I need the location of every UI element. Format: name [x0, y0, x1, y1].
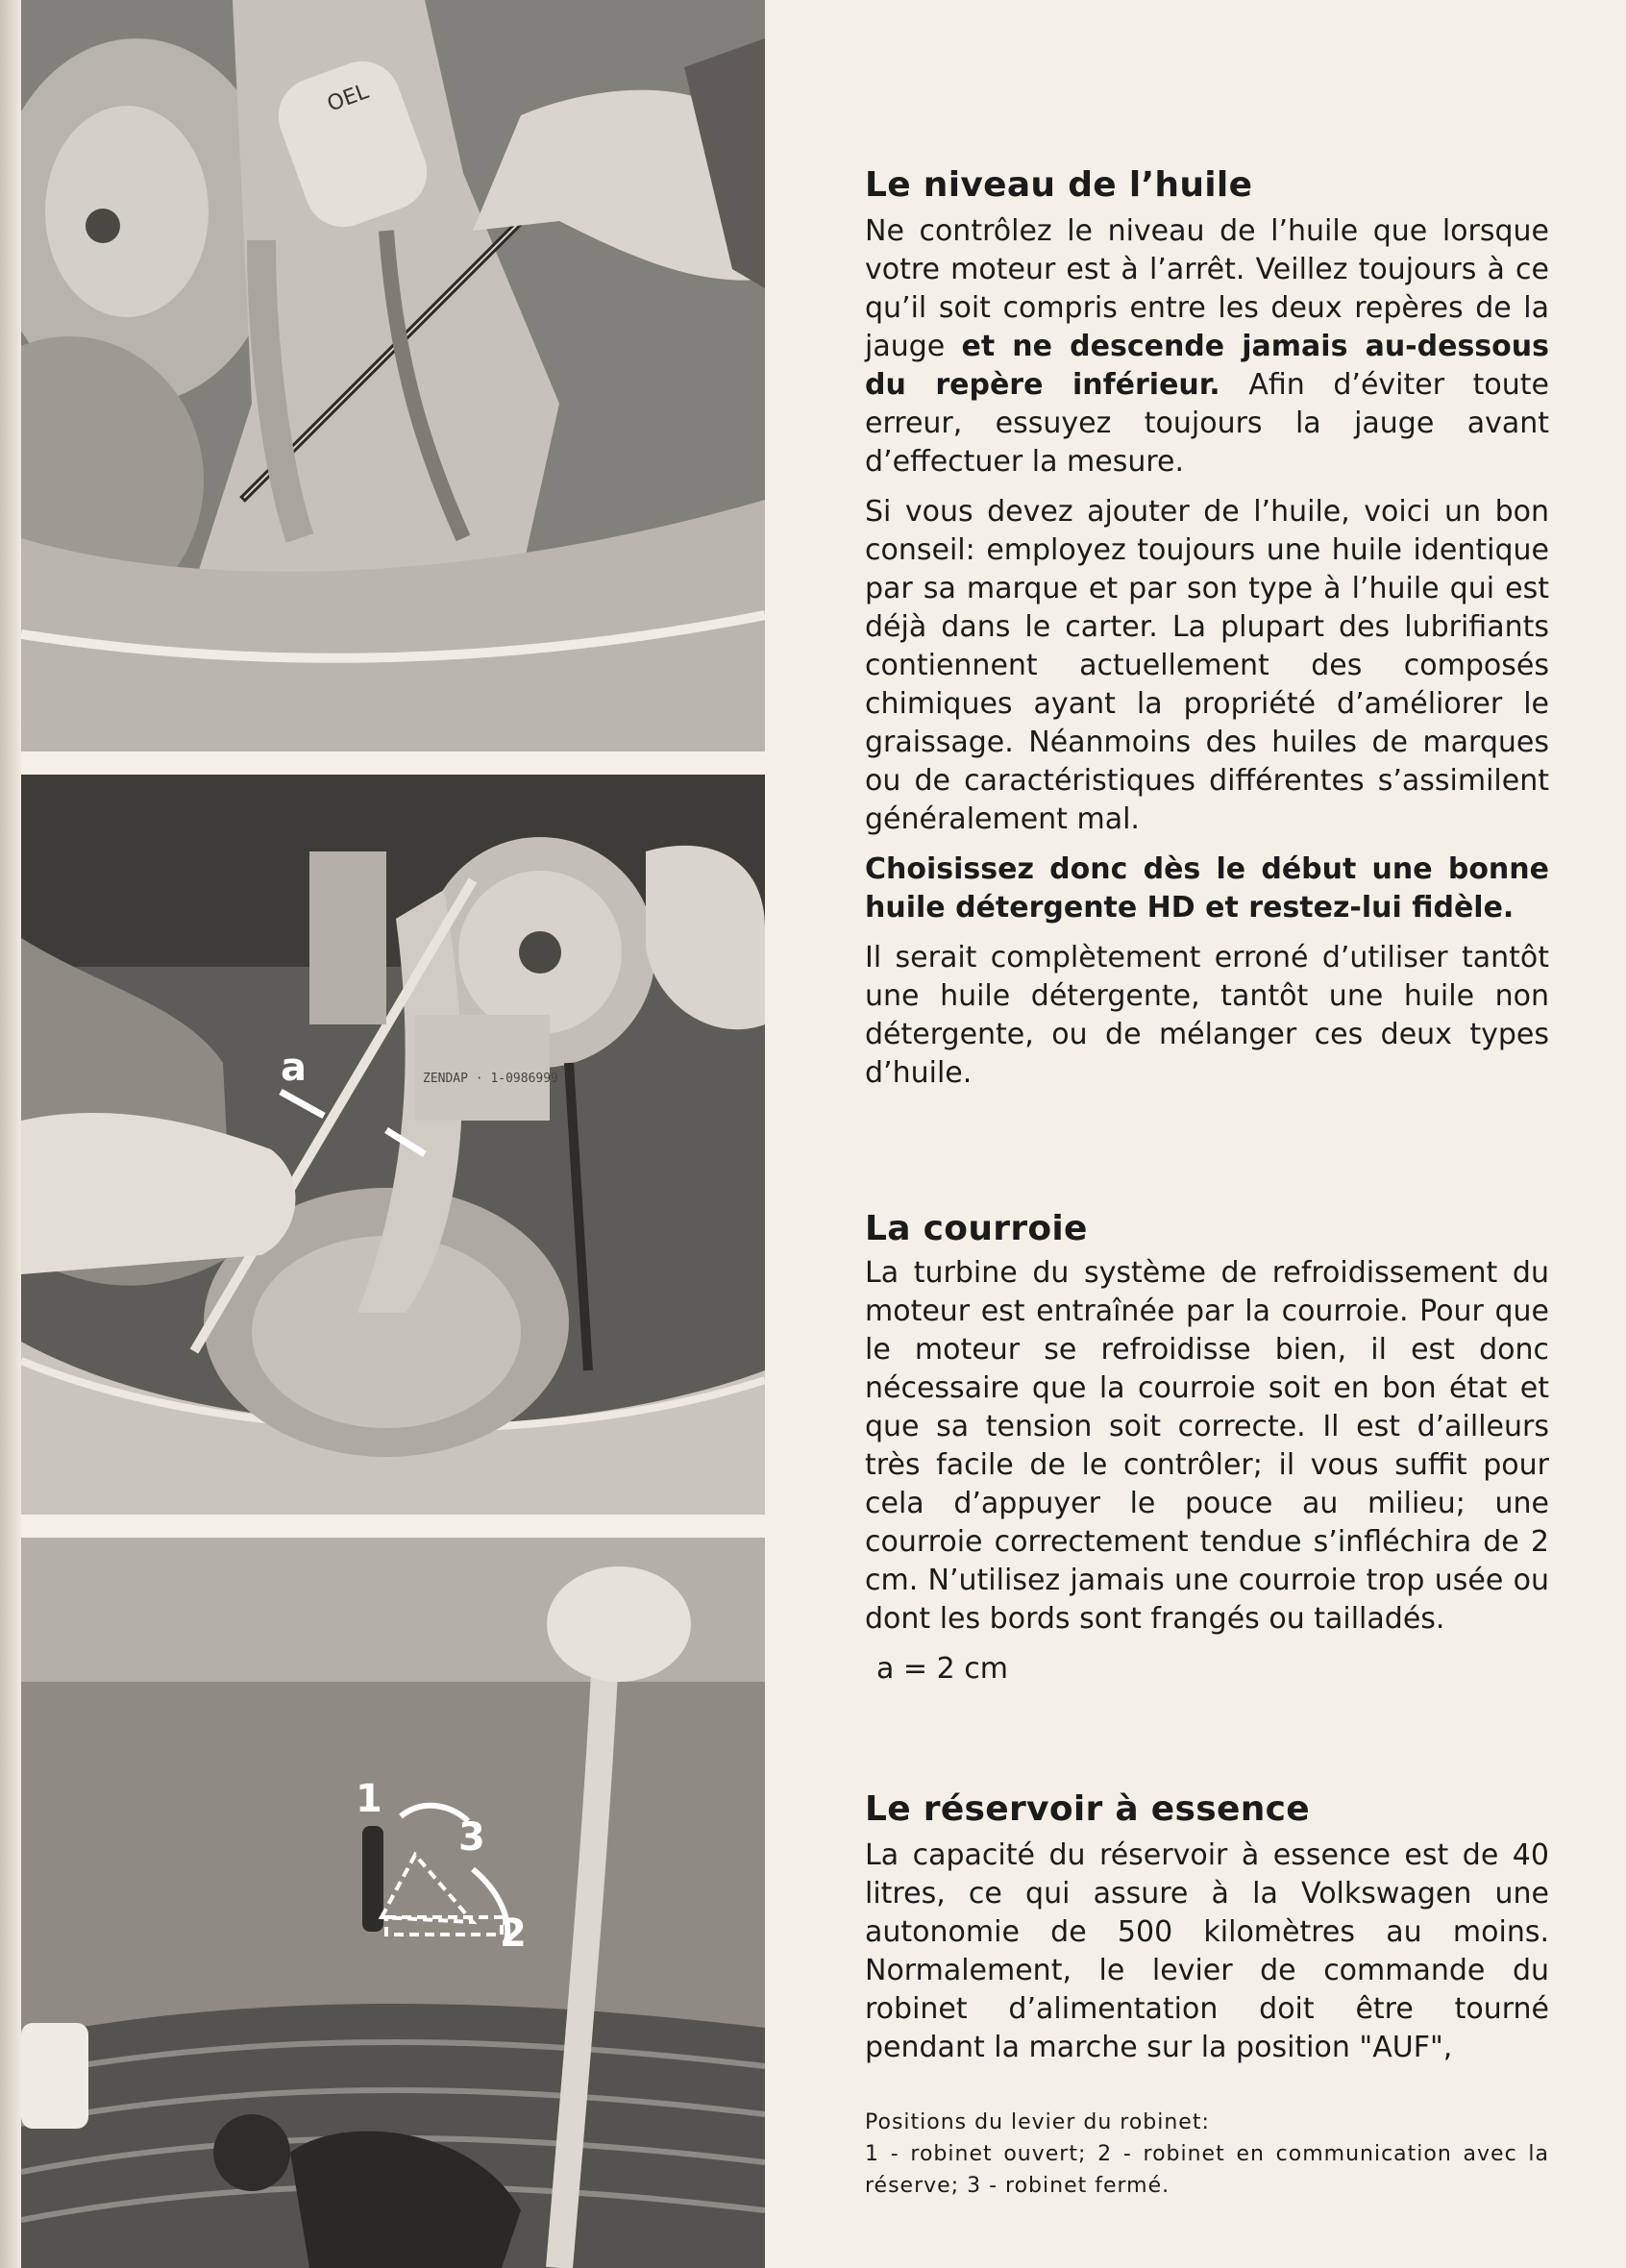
oil-paragraph-1	[865, 212, 1549, 481]
belt-paragraph-1: La turbine du système de refroidissement du moteur est entraînée par la courroie. Pour que le moteur se refroidisse bien, il est donc nécessaire que la courroie soit en bon état et que sa tension soit correcte. Il est d’ailleurs très facile de le contrôler; il vous suffit pour cela d’appuyer le pouce au milieu; une courroie correctement tendue s’infléchira de 2 cm. N’utilisez jamais une courroie trop usée ou dont les bords sont frangés ou tailladés.	[865, 1256, 1549, 1636]
oil-p1-start: Ne contrôlez le niveau de l’huile que lorsque votre moteur est à l’arrêt. Veillez toujours à ce qu’il soit compris entre les deux repères de la jauge	[865, 214, 1549, 363]
tap-label-2: 2	[500, 1911, 527, 1956]
section-belt	[865, 1209, 1549, 1689]
tap-label-1: 1	[356, 1777, 382, 1821]
oil-cap-label: OEL	[324, 80, 372, 117]
heading-belt: La courroie	[865, 1209, 1088, 1248]
oil-p1-end: Afin d’éviter toute erreur, essuyez toujours la jauge avant d’effectuer la mesure.	[865, 368, 1550, 479]
belt-plate-text: ZENDAP · 1-0986999	[423, 1072, 558, 1086]
label-a: a	[281, 1046, 307, 1090]
belt-formula: a = 2 cm	[876, 1652, 1008, 1686]
heading-fuel-tank: Le réservoir à essence	[865, 1789, 1310, 1829]
photo-fan-belt	[21, 775, 765, 1515]
caption-line-1: Positions du levier du robinet:	[865, 2110, 1210, 2134]
oil-paragraph-4: Il serait complètement erroné d’utiliser tantôt une huile détergente, tantôt une huile non détergente, ou de mélanger ces deux types d’huile.	[865, 941, 1549, 1090]
caption-line-2: 1 - robinet ouvert; 2 - robinet en communication avec la réserve; 3 - robinet fermé.	[865, 2142, 1549, 2198]
oil-paragraph-2: Si vous devez ajouter de l’huile, voici un bon conseil: employez toujours une huile identique par sa marque et par son type à l’huile qui est déjà dans le carter. La plupart des lubrifiants contiennent actuellement des composés chimiques ayant la propriété d’améliorer le graissage. Néanmoins des huiles de marques ou de caractéristiques différentes s’assimilent généralement mal.	[865, 495, 1549, 836]
photo-fuel-tap	[21, 1538, 765, 2268]
fuel-paragraph-1: La capacité du réservoir à essence est de 40 litres, ce qui assure à la Volkswagen une autonomie de 500 kilomètres au moins. Normalement, le levier de commande du robinet d’alimentation doit être tourné pendant la marche sur la position "AUF",	[865, 1838, 1549, 2064]
heading-oil-level: Le niveau de l’huile	[865, 165, 1253, 205]
section-fuel-tank	[865, 1789, 1549, 2067]
page-edge-shadow	[0, 0, 21, 2268]
caption-tap-positions	[865, 2107, 1549, 2202]
tap-label-3: 3	[458, 1815, 485, 1860]
photo-oil-dipstick	[21, 0, 765, 752]
oil-p1-emphasis: et ne descende jamais au-dessous du repère inférieur.	[865, 330, 1549, 402]
oil-paragraph-3: Choisissez donc dès le début une bonne huile détergente HD et restez-lui fidèle.	[865, 852, 1549, 924]
section-oil-level	[865, 165, 1549, 1093]
